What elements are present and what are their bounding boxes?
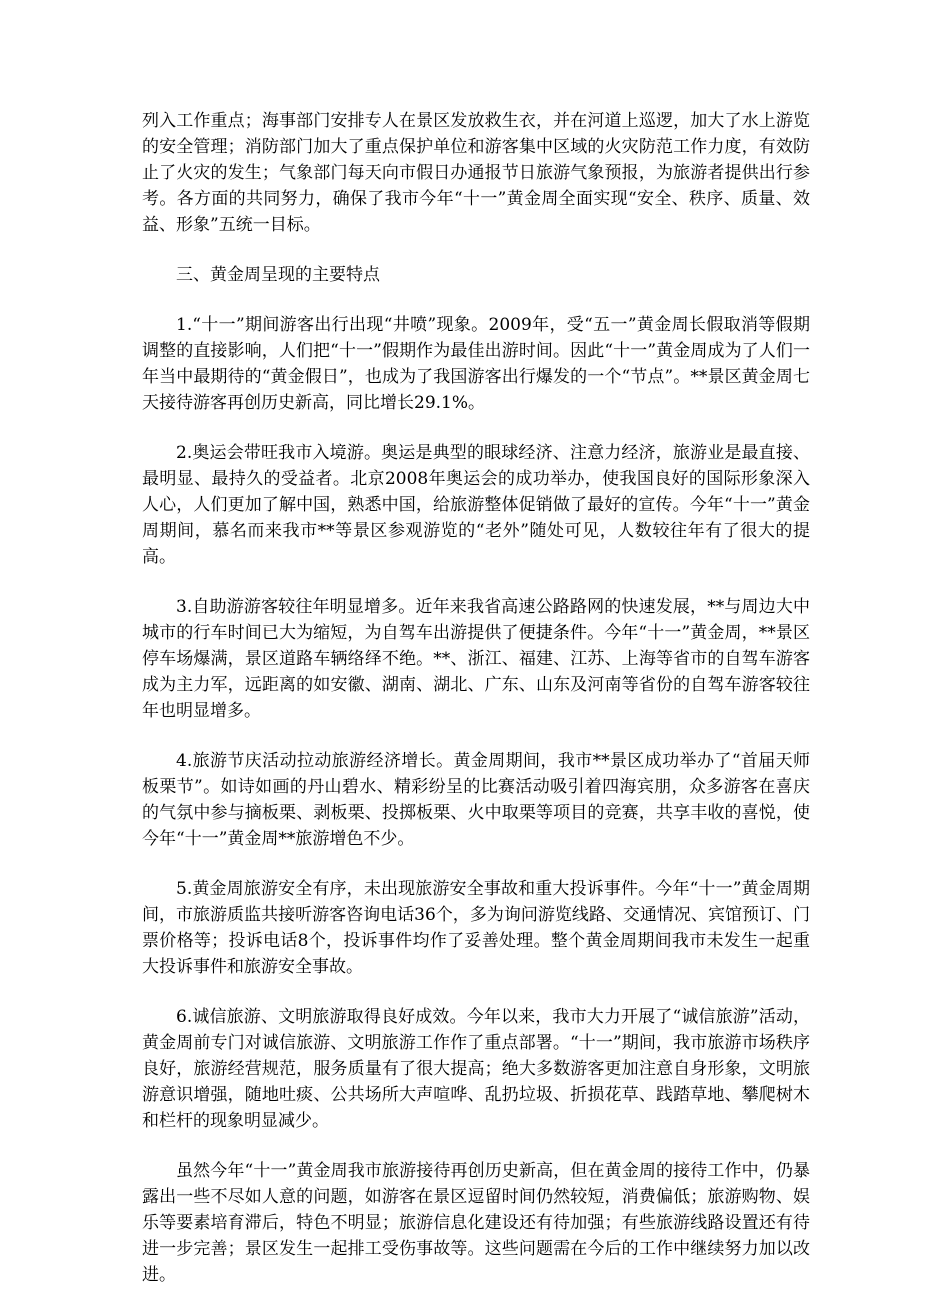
paragraph-item-1: 1.“十一”期间游客出行出现“井喷”现象。2009年，受“五一”黄金周长假取消等假期调整的直接影响，人们把“十一”假期作为最佳出游时间。因此“十一”黄金周成为了人们一年当中最期待的“黄金假日”，也成为了我国游客出行爆发的一个“节点”。**景区黄金周七天接待游客再创历史新高，同比增长29.1%。: [142, 315, 810, 413]
document-page: [142, 108, 810, 1312]
section-heading: 三、黄金周呈现的主要特点: [176, 265, 380, 285]
paragraph-item-2: 2.奥运会带旺我市入境游。奥运是典型的眼球经济、注意力经济，旅游业是最直接、最明显、最持久的受益者。北京2008年奥运会的成功举办，使我国良好的国际形象深入人心，人们更加了解中国，熟悉中国，给旅游整体促销做了最好的宣传。今年“十一”黄金周期间，慕名而来我市**等景区参观游览的“老外”随处可见，人数较往年有了很大的提高。: [142, 443, 810, 567]
paragraph-item-6: 6.诚信旅游、文明旅游取得良好成效。今年以来，我市大力开展了“诚信旅游”活动，黄金周前专门对诚信旅游、文明旅游工作作了重点部署。“十一”期间，我市旅游市场秩序良好，旅游经营规范，服务质量有了很大提高；绝大多数游客更加注意自身形象，文明旅游意识增强，随地吐痰、公共场所大声喧哗、乱扔垃圾、折损花草、践踏草地、攀爬树木和栏杆的现象明显减少。: [142, 1007, 810, 1131]
paragraph-item-5: 5.黄金周旅游安全有序，未出现旅游安全事故和重大投诉事件。今年“十一”黄金周期间，市旅游质监共接听游客咨询电话36个，多为询问游览线路、交通情况、宾馆预订、门票价格等；投诉电话8个，投诉事件均作了妥善处理。整个黄金周期间我市未发生一起重大投诉事件和旅游安全事故。: [142, 879, 810, 977]
paragraph-item-4: 4.旅游节庆活动拉动旅游经济增长。黄金周期间，我市**景区成功举办了“首届天师板栗节”。如诗如画的丹山碧水、精彩纷呈的比赛活动吸引着四海宾朋，众多游客在喜庆的气氛中参与摘板栗、剥板栗、投掷板栗、火中取栗等项目的竞赛，共享丰收的喜悦，使今年“十一”黄金周**旅游增色不少。: [142, 751, 810, 849]
paragraph-intro-continuation: 列入工作重点；海事部门安排专人在景区发放救生衣，并在河道上巡逻，加大了水上游览的安全管理；消防部门加大了重点保护单位和游客集中区域的火灾防范工作力度，有效防止了火灾的发生；气象部门每天向市假日办通报节日旅游气象预报，为旅游者提供出行参考。各方面的共同努力，确保了我市今年“十一”黄金周全面实现“安全、秩序、质量、效益、形象”五统一目标。: [142, 111, 810, 235]
paragraph-conclusion: 虽然今年“十一”黄金周我市旅游接待再创历史新高，但在黄金周的接待工作中，仍暴露出一些不尽如人意的问题，如游客在景区逗留时间仍然较短，消费偏低；旅游购物、娱乐等要素培育滞后，特色不明显；旅游信息化建设还有待加强；有些旅游线路设置还有待进一步完善；景区发生一起排工受伤事故等。这些问题需在今后的工作中继续努力加以改进。: [142, 1161, 810, 1285]
paragraph-item-3: 3.自助游游客较往年明显增多。近年来我省高速公路路网的快速发展，**与周边大中城市的行车时间已大为缩短，为自驾车出游提供了便捷条件。今年“十一”黄金周，**景区停车场爆满，景区道路车辆络绎不绝。**、浙江、福建、江苏、上海等省市的自驾车游客成为主力军，远距离的如安徽、湖南、湖北、广东、山东及河南等省份的自驾车游客较往年也明显增多。: [142, 597, 810, 721]
